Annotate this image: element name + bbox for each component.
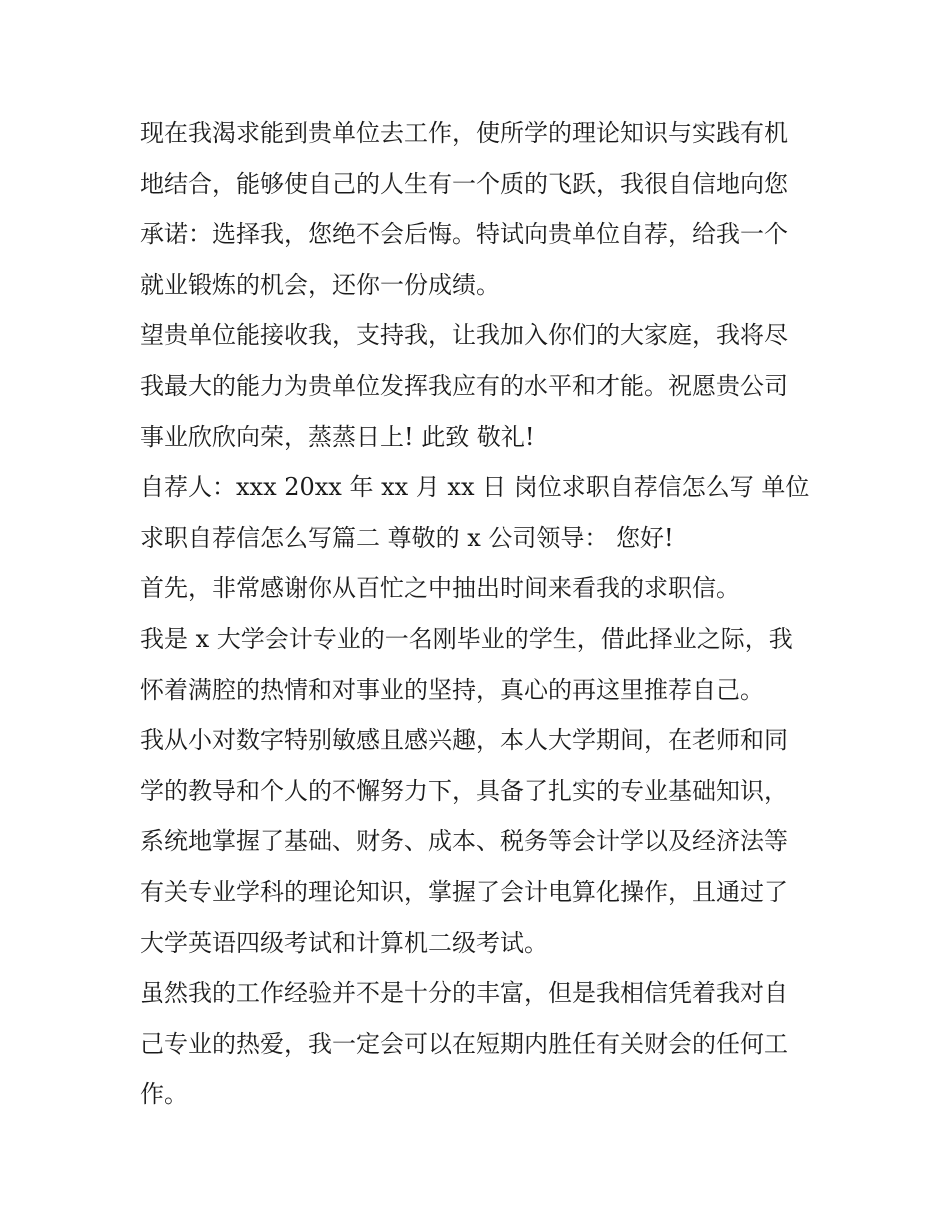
document-body	[140, 108, 820, 1120]
text-line: 事业欣欣向荣，蒸蒸日上! 此致 敬礼!	[140, 422, 535, 451]
text-line: 虽然我的工作经验并不是十分的丰富，但是我相信凭着我对自	[140, 979, 788, 1008]
text-line: 学的教导和个人的不懈努力下，具备了扎实的专业基础知识，	[140, 776, 788, 805]
text-line: 我是 x 大学会计专业的一名刚毕业的学生，借此择业之际，我	[140, 624, 793, 653]
text-line: 望贵单位能接收我，支持我，让我加入你们的大家庭，我将尽	[140, 321, 788, 350]
text-line: 首先，非常感谢你从百忙之中抽出时间来看我的求职信。	[140, 574, 740, 603]
text-line: 我从小对数字特别敏感且感兴趣，本人大学期间，在老师和同	[140, 726, 788, 755]
text-line: 我最大的能力为贵单位发挥我应有的水平和才能。祝愿贵公司	[140, 371, 788, 400]
text-line: 系统地掌握了基础、财务、成本、税务等会计学以及经济法等	[140, 827, 788, 856]
text-line: 就业锻炼的机会，还你一份成绩。	[140, 270, 500, 299]
text-line: 现在我渴求能到贵单位去工作，使所学的理论知识与实践有机	[140, 119, 788, 147]
text-line: 有关专业学科的理论知识，掌握了会计电算化操作，且通过了	[140, 877, 788, 906]
text-line: 己专业的热爱，我一定会可以在短期内胜任有关财会的任何工	[140, 1029, 788, 1058]
text-line: 求职自荐信怎么写篇二 尊敬的 x 公司领导： 您好!	[140, 523, 674, 552]
text-line: 自荐人：xxx 20xx 年 xx 月 xx 日 岗位求职自荐信怎么写 单位	[140, 473, 810, 502]
text-line: 大学英语四级考试和计算机二级考试。	[140, 928, 548, 957]
text-line: 作。	[140, 1080, 188, 1109]
text-line: 地结合，能够使自己的人生有一个质的飞跃，我很自信地向您	[140, 169, 788, 198]
text-line: 怀着满腔的热情和对事业的坚持，真心的再这里推荐自己。	[140, 675, 764, 704]
text-line: 承诺：选择我，您绝不会后悔。特试向贵单位自荐，给我一个	[140, 220, 788, 249]
